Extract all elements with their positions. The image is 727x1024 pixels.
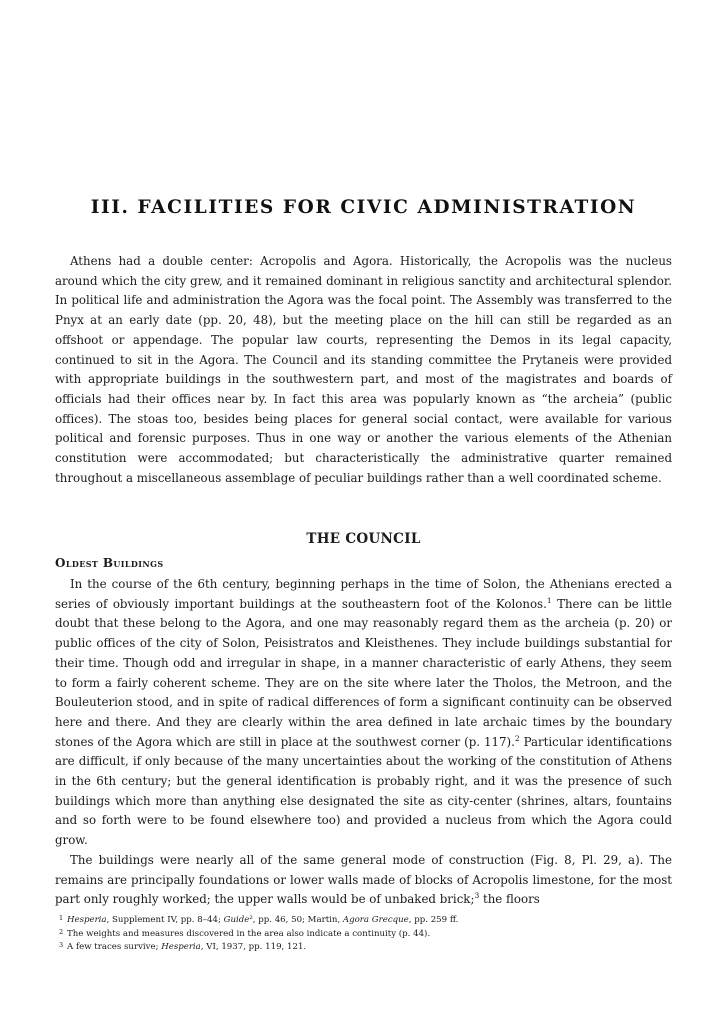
footnote-ref-3: 3 xyxy=(474,891,480,901)
paragraph-text: the floors xyxy=(479,892,540,907)
footnote-3 xyxy=(55,941,672,955)
chapter-title: III. FACILITIES FOR CIVIC ADMINISTRATION xyxy=(90,197,637,218)
paragraph-text: There can be little doubt that these belong to the Agora, and one may reasonably regard them as the archeia (p. 20) or public offices of the city of Solon, Peisistratos and Kleisthenes. They include buildings substantial for their time. Though odd and irregular in shape, in a manner characteristic of early Athens, they seem to form a fairly coherent scheme. They are on the site where later the Tholos, the Metroon, and the Bouleuterion stood, and in spite of radical differences of form a significant continuity can be observed here and there. And they are clearly within the area defined in late archaic times by the boundary stones of the Agora which are still in place at the southwest corner (p. 117). xyxy=(55,596,672,749)
footnote-2 xyxy=(55,928,672,942)
footnote-text: Agora Grecque xyxy=(342,915,409,925)
body-paragraph-2 xyxy=(55,851,672,910)
footnote-text: A few traces survive; xyxy=(67,942,162,952)
footnote-text: Hesperia xyxy=(67,915,107,925)
footnotes xyxy=(55,914,672,955)
paragraph-text: Particular identifications are difficult, if only because of the many uncertainties about the working of the constitution of Athens in the 6th century; but the general identification is probably right, and it was the presence of such buildings which more than anything else designated the site as city-center (shrines, altars, fountains and so forth were to be found elsewhere too) and provided a nucleus from which the Agora could grow. xyxy=(55,734,672,848)
footnote-1 xyxy=(55,914,672,928)
footnote-text: ², pp. 46, 50; Martin, xyxy=(249,915,343,925)
intro-section xyxy=(55,252,672,488)
footnote-text: The weights and measures discovered in the area also indicate a continuity (p. 44). xyxy=(67,928,431,939)
footnote-text: , VI, 1937, pp. 119, 121. xyxy=(200,942,307,952)
intro-paragraph: Athens had a double center: Acropolis and Agora. Historically, the Acropolis was the nucleus around which the city grew, and it remained dominant in religious sanctity and architectural splendor. In political life and administration the Agora was the focal point. The Assembly was transferred to the Pnyx at an early date (pp. 20, 48), but the meeting place on the hill can still be regarded as an offshoot or appendage. The popular law courts, representing the Demos in its legal capacity, continued to sit in the Agora. The Council and its standing committee the Prytaneis were provided with appropriate buildings in the southwestern part, and most of the magistrates and boards of officials had their offices near by. In fact this area was popularly known as “the archeia” (public offices). The stoas too, besides being places for general social contact, were available for various political and forensic purposes. Thus in one way or another the various elements of the Athenian constitution were accommodated; but characteristically the administrative quarter remained throughout a miscellaneous assemblage of peculiar buildings rather than a well coordinated scheme. xyxy=(55,254,672,485)
footnote-text: , pp. 259 ff. xyxy=(408,915,459,925)
footnote-ref-2: 2 xyxy=(514,733,520,743)
paragraph-text: The buildings were nearly all of the same general mode of construction (Fig. 8, Pl. 29, a). The remains are principally foundations or lower walls made of blocks of Acropolis limestone, for the most part only roughly worked; the upper walls would be of unbaked brick; xyxy=(55,852,672,907)
paragraph-text: In the course of the 6th century, beginning perhaps in the time of Solon, the Athenians erected a series of obviously important buildings at the southeastern foot of the Kolonos. xyxy=(55,577,672,611)
footnote-text: Guide xyxy=(223,915,250,925)
council-body xyxy=(55,575,672,910)
section-heading: THE COUNCIL xyxy=(306,531,421,547)
footnote-mark: 1 xyxy=(59,914,64,922)
footnote-mark: 3 xyxy=(59,941,64,949)
body-paragraph-1 xyxy=(55,575,672,851)
sub-heading: Oldest Buildings xyxy=(55,556,164,570)
footnote-ref-1: 1 xyxy=(546,595,552,605)
footnote-text: Hesperia xyxy=(161,942,201,952)
footnote-mark: 2 xyxy=(59,927,64,936)
footnote-text: , Supplement IV, pp. 8–44; xyxy=(106,915,224,925)
